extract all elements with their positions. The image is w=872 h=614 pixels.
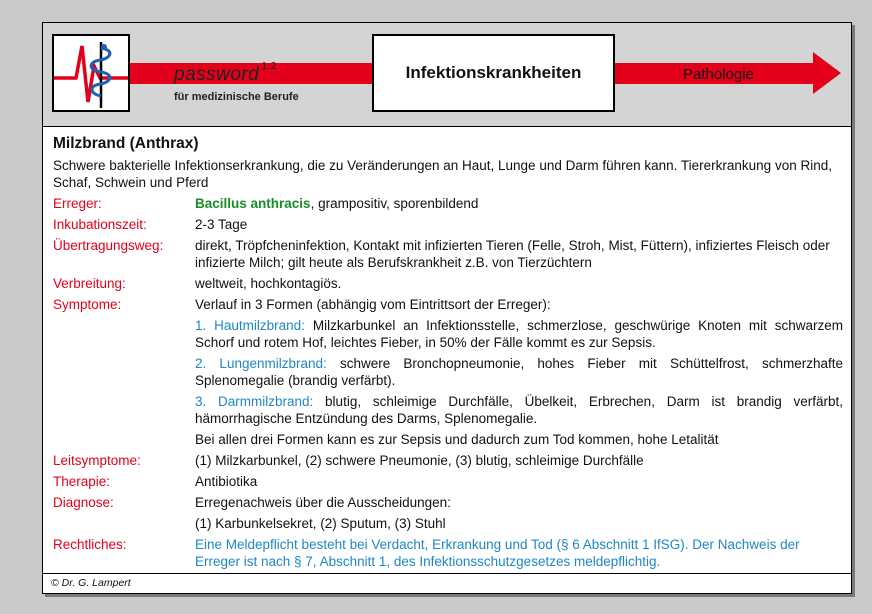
header [43, 23, 851, 127]
row-leitsymptome [53, 452, 843, 469]
symptom-form-1 [195, 317, 843, 351]
disease-heading: Milzbrand (Anthrax) [53, 135, 199, 152]
row-verbreitung [53, 275, 843, 292]
row-inkubation [53, 216, 843, 233]
value-diagnose [195, 494, 843, 532]
row-therapie [53, 473, 843, 490]
page-title: Infektionskrankheiten [372, 34, 615, 112]
label-inkubation: Inkubationszeit: [53, 217, 147, 232]
row-diagnose [53, 494, 843, 532]
value-therapie: Antibiotika [195, 474, 258, 489]
form-name: 2. Lungenmilzbrand: [195, 356, 327, 371]
row-erreger [53, 195, 843, 212]
value-inkubation: 2-3 Tage [195, 217, 248, 232]
label-leitsymptome: Leitsymptome: [53, 453, 141, 468]
form-name: 1. Hautmilzbrand: [195, 318, 305, 333]
label-therapie: Therapie: [53, 474, 111, 489]
row-rechtliches [53, 536, 843, 570]
label-uebertragung: Übertragungsweg: [53, 238, 164, 253]
symptom-form-3 [195, 393, 843, 427]
symptom-form-2 [195, 355, 843, 389]
form-text: blutig, schleimige Durchfälle, Übelkeit, Erbrechen, Darm ist brandig verfärbt, hämorrhagische Entzündung des Darms, Splenomegalie. [195, 394, 844, 426]
value-verbreitung: weltweit, hochkontagiös. [195, 276, 342, 291]
form-text: Milzkarbunkel an Infektionsstelle, schmerzlose, geschwürige Knoten mit schwarzem Schorf und rotem Hof, leichtes Fieber, in 50% der Fälle kommt es zur Sepsis. [195, 318, 843, 350]
diagnose-items: (1) Karbunkelsekret, (2) Sputum, (3) Stuhl [195, 516, 446, 531]
symptome-outro: Bei allen drei Formen kann es zur Sepsis und dadurch zum Tod kommen, hohe Letalität [195, 432, 719, 447]
logo-icon [52, 34, 130, 112]
form-text: schwere Bronchopneumonie, hohes Fieber mit Schüttelfrost, schmerzhafte Splenomegalie (brandig verfärbt). [195, 356, 843, 388]
brand-logo-text: password $^{1.2}$ [174, 61, 277, 85]
label-rechtliches: Rechtliches: [53, 537, 127, 552]
value-leitsymptome: (1) Milzkarbunkel, (2) schwere Pneumonie, (3) blutig, schleimige Durchfälle [195, 453, 644, 468]
content [53, 135, 843, 574]
subject-label: Pathologie [683, 66, 754, 83]
label-erreger: Erreger: [53, 196, 102, 211]
label-diagnose: Diagnose: [53, 495, 114, 510]
disease-intro: Schwere bakterielle Infektionserkrankung, die zu Veränderungen an Haut, Lunge und Darm führen kann. Tiererkrankung von Rind, Schaf, Schwein und Pferd [53, 158, 832, 190]
copyright: © Dr. G. Lampert [51, 577, 131, 589]
label-symptome: Symptome: [53, 297, 122, 312]
pathogen-name: Bacillus anthracis [195, 196, 311, 211]
value-rechtliches: Eine Meldepflicht besteht bei Verdacht, Erkrankung und Tod (§ 6 Abschnitt 1 IfSG). Der Nachweis der Erreger ist nach § 7, Abschnitt 1, des Infektionsschutzgesetzes meldepflichtig. [195, 537, 800, 569]
label-verbreitung: Verbreitung: [53, 276, 126, 291]
diagnose-text: Erregenachweis über die Ausscheidungen: [195, 495, 451, 510]
brand-subtitle: für medizinische Berufe [174, 91, 299, 103]
value-uebertragung: direkt, Tröpfcheninfektion, Kontakt mit infizierten Tieren (Felle, Stroh, Mist, Füttern), infiziertes Fleisch oder infizierte Milch; gilt heute als Berufskrankheit z.B. von Tierzüchtern [195, 238, 830, 270]
footer [43, 573, 851, 594]
value-erreger [195, 195, 843, 212]
row-uebertragung [53, 237, 843, 271]
value-symptome [195, 296, 843, 448]
pathogen-details: , grampositiv, sporenbildend [310, 196, 479, 211]
form-name: 3. Darmmilzbrand: [195, 394, 314, 409]
info-card [42, 22, 852, 594]
symptome-intro: Verlauf in 3 Formen (abhängig vom Eintrittsort der Erreger): [195, 297, 551, 312]
row-symptome [53, 296, 843, 448]
